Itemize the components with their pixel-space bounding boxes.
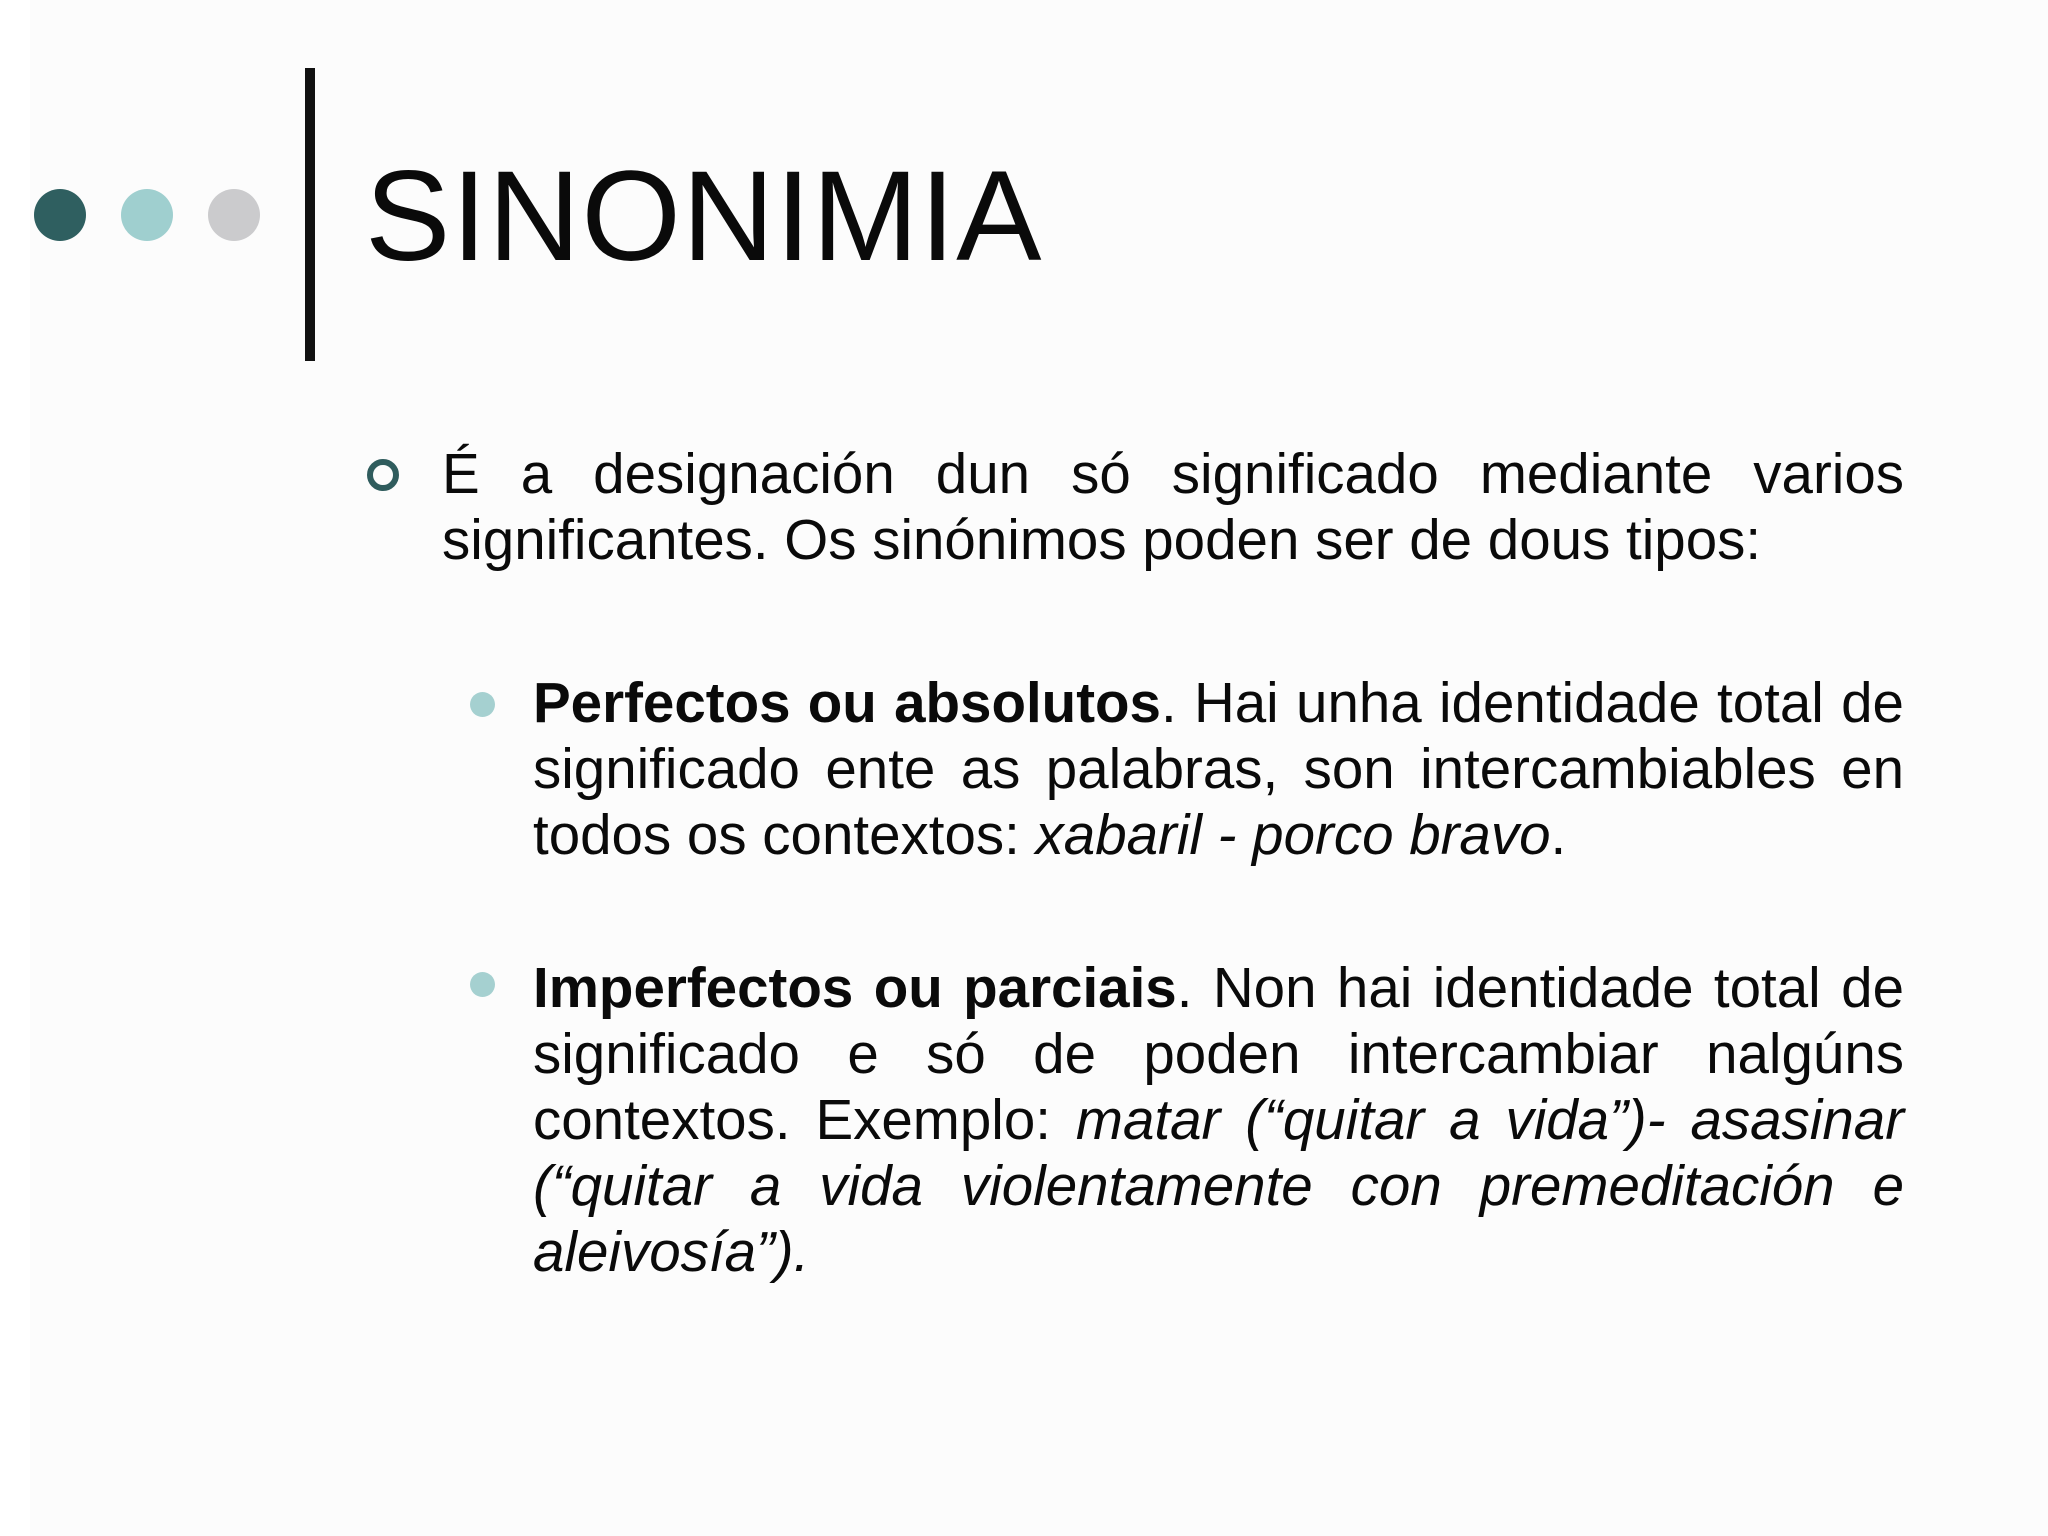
intro-text: É a designación dun só significado mediante varios significantes. Os sinónimos poden ser de dous tipos: xyxy=(442,442,1904,571)
perfect-synonyms-item xyxy=(533,670,1904,868)
intro-paragraph xyxy=(442,441,1904,573)
title-divider-line xyxy=(305,68,315,361)
imperfect-synonyms-definition: Non hai identidade total de significado e só de poden intercambiar nalgúns contextos. Exemplo: xyxy=(533,956,1904,1151)
decorative-dot-dark xyxy=(34,189,86,241)
imperfect-synonyms-term: Imperfectos ou parciais xyxy=(533,956,1177,1019)
perfect-synonyms-term-end: . xyxy=(1160,671,1194,734)
decorative-dot-grey xyxy=(208,189,260,241)
decorative-dot-teal xyxy=(121,189,173,241)
dot-bullet-icon xyxy=(470,692,495,717)
ring-bullet-icon xyxy=(367,459,399,491)
imperfect-synonyms-example: matar (“quitar a vida”)- asasinar (“quitar a vida violentamente con premeditación e aleivosía”). xyxy=(533,1088,1905,1283)
perfect-synonyms-example: xabaril - porco bravo xyxy=(1035,803,1551,866)
imperfect-synonyms-item xyxy=(533,955,1904,1285)
dot-bullet-icon xyxy=(470,972,495,997)
perfect-synonyms-term: Perfectos ou absolutos xyxy=(533,671,1161,734)
imperfect-synonyms-term-end: . xyxy=(1176,956,1213,1019)
perfect-synonyms-definition: Hai unha identidade total de significado ente as palabras, son intercambiables en todos os contextos: xyxy=(533,671,1904,866)
perfect-synonyms-end: . xyxy=(1550,803,1567,866)
slide-title: SINONIMIA xyxy=(365,145,1043,288)
